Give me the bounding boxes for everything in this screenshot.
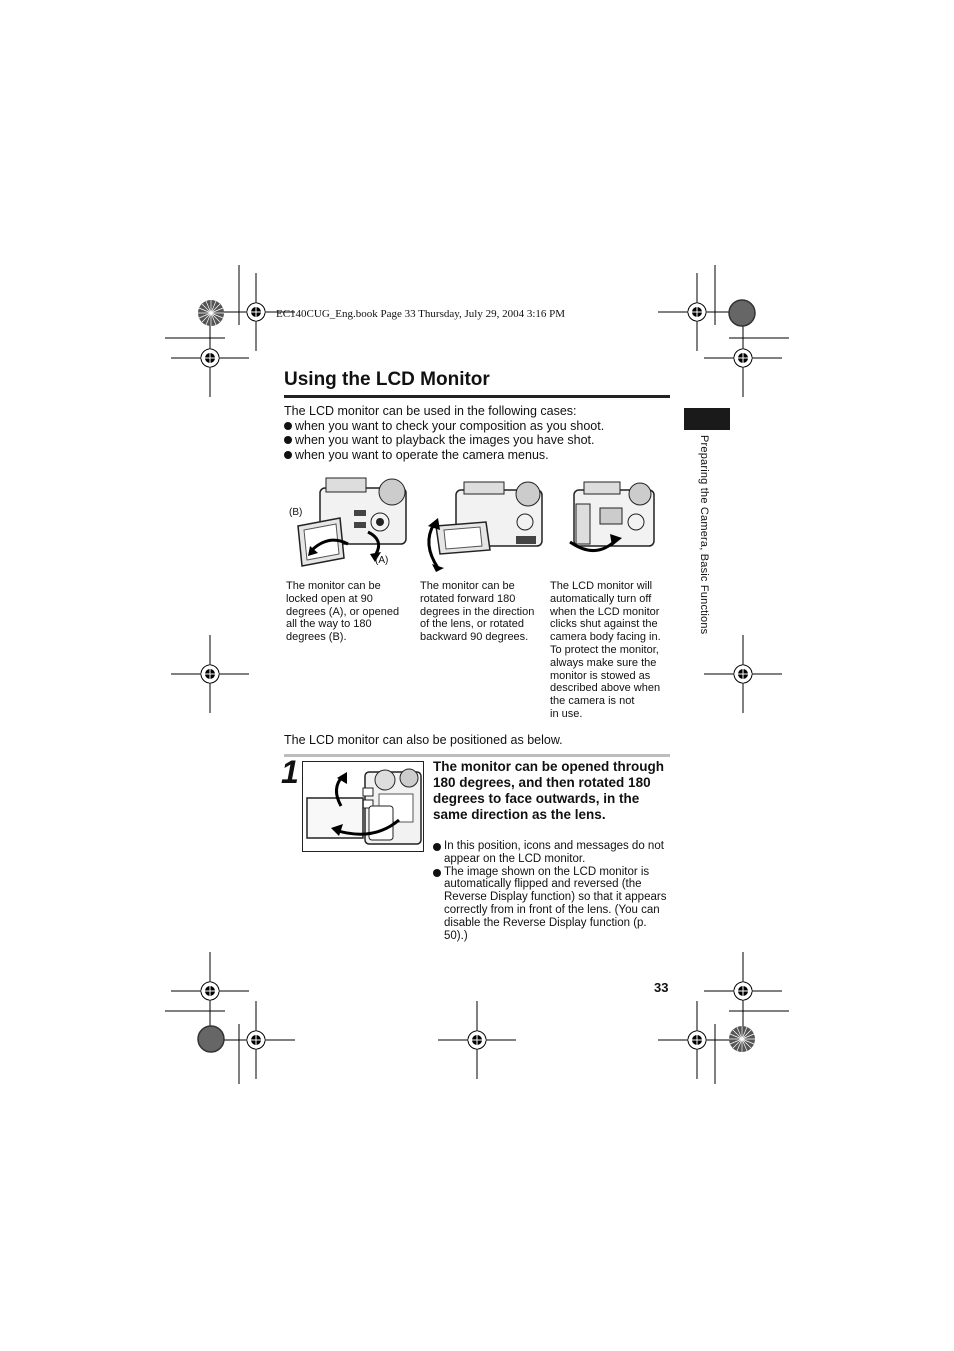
page-title: Using the LCD Monitor [284,369,490,390]
intro-text: The LCD monitor can be used in the following cases: [284,404,577,418]
camera-illustration-rotated [420,478,550,573]
step-notes [433,840,673,942]
section-divider [284,754,670,757]
page-number: 33 [654,980,669,995]
title-underline [284,395,670,398]
caption-3: The LCD monitor will automatically turn off when the LCD monitor clicks shut against the camera body facing in. To protect the monitor, always make sure the monitor is stowed as described above when the camera is not in use. [550,580,661,720]
step-illustration [302,761,424,852]
list-item: The image shown on the LCD monitor is automatically flipped and reversed (the Reverse Display function) so that it appears correctly from in front of the lens. (You can disable the Reverse Display function (p. 50).) [433,866,673,943]
bullet-icon [433,843,441,851]
list-item: when you want to operate the camera menus. [284,448,604,463]
step-heading: The monitor can be opened through 180 degrees, and then rotated 180 degrees to face outwards, in the same direction as the lens. [433,759,664,822]
bullet-icon [284,422,292,430]
camera-illustration-open [284,470,414,575]
bullet-icon [284,436,292,444]
bullet-icon [284,451,292,459]
bullet-icon [433,869,441,877]
list-item: when you want to playback the images you have shot. [284,433,604,448]
chapter-tab-label: Preparing the Camera, Basic Functions [698,435,710,635]
list-item: when you want to check your composition as you shoot. [284,419,604,434]
list-item: In this position, icons and messages do not appear on the LCD monitor. [433,840,673,866]
step-number: 1 [281,754,299,790]
caption-1: The monitor can be locked open at 90 degrees (A), or opened all the way to 180 degrees (B). [286,580,400,644]
also-text: The LCD monitor can also be positioned as below. [284,733,563,747]
label-a: (A) [375,555,389,566]
label-b: (B) [289,507,303,518]
intro-block [284,404,604,462]
caption-2: The monitor can be rotated forward 180 degrees in the direction of the lens, or rotated backward 90 degrees. [420,580,535,644]
chapter-tab [684,408,730,430]
file-header: EC140CUG_Eng.book Page 33 Thursday, July 29, 2004 3:16 PM [276,308,566,320]
camera-illustration-closed [566,480,661,565]
